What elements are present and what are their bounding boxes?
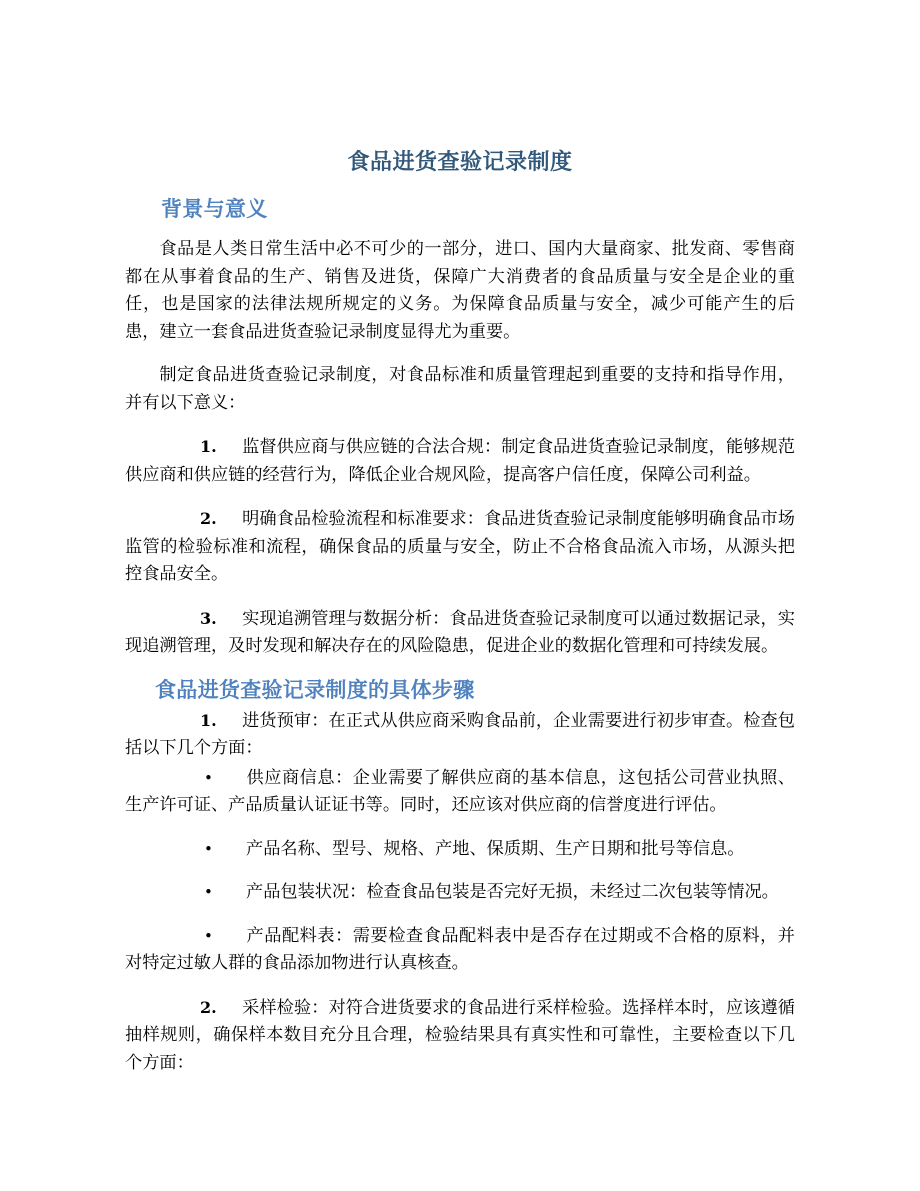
- list-marker: 1.: [200, 710, 217, 730]
- list-item-text: 产品配料表：需要检查食品配料表中是否存在过期或不合格的原料，并对特定过敏人群的食品添加物进行认真核查。: [125, 925, 795, 973]
- list-item: [125, 489, 795, 589]
- list-item-text: 实现追溯管理与数据分析：食品进货查验记录制度可以通过数据记录，实现追溯管理，及时发现和解决存在的风险隐患，促进企业的数据化管理和可持续发展。: [125, 608, 795, 656]
- list-item-text: 产品名称、型号、规格、产地、保质期、生产日期和批号等信息。: [246, 838, 745, 859]
- list-item-text: 监督供应商与供应链的合法合规：制定食品进货查验记录制度，能够规范供应商和供应链的经营行为，降低企业合规风险，提高客户信任度，保障公司利益。: [125, 437, 795, 485]
- list-item: [125, 907, 795, 978]
- list-marker: 3.: [200, 608, 217, 628]
- list-item: [125, 863, 795, 907]
- list-item-text: 供应商信息：企业需要了解供应商的基本信息，这包括公司营业执照、生产许可证、产品质量认证证书等。同时，还应该对供应商的信誉度进行评估。: [125, 767, 795, 815]
- bullet-icon: •: [204, 839, 213, 858]
- paragraph: 制定食品进货查验记录制度，对食品标准和质量管理起到重要的支持和指导作用，并有以下意义：: [125, 365, 795, 413]
- bullet-icon: •: [204, 768, 213, 787]
- section-heading-steps: 食品进货查验记录制度的具体步骤: [155, 677, 475, 702]
- list-marker: 1.: [200, 437, 217, 456]
- list-item: [125, 820, 795, 864]
- list-item: [125, 705, 795, 763]
- list-marker: 2.: [200, 509, 217, 528]
- list-item-text: 采样检验：对符合进货要求的食品进行采样检验。选择样本时，应该遵循抽样规则，确保样本数目充分且合理，检验结果具有真实性和可靠性，主要检查以下几个方面：: [125, 997, 795, 1073]
- list-item-text: 明确食品检验流程和标准要求：食品进货查验记录制度能够明确食品市场监管的检验标准和流程，确保食品的质量与安全，防止不合格食品流入市场，从源头把控食品安全。: [125, 509, 795, 584]
- list-item: [125, 763, 795, 820]
- bullet-icon: •: [204, 926, 213, 945]
- list-item: [125, 417, 795, 489]
- list-marker: 2.: [200, 997, 217, 1017]
- bullet-icon: •: [204, 883, 213, 901]
- list-item: [125, 589, 795, 661]
- page-title: 食品进货查验记录制度: [347, 149, 573, 175]
- list-item-text: 进货预审：在正式从供应商采购食品前，企业需要进行初步审查。检查包括以下几个方面：: [125, 710, 795, 758]
- section-heading-background: 背景与意义: [161, 197, 268, 221]
- document-content: [125, 0, 795, 1077]
- paragraph: 食品是人类日常生活中必不可少的一部分，进口、国内大量商家、批发商、零售商都在从事着食品的生产、销售及进货，保障广大消费者的食品质量与安全是企业的重任，也是国家的法律法规所规定的义务。为保障食品质量与安全，减少可能产生的后患，建立一套食品进货查验记录制度显得尤为重要。: [125, 239, 795, 342]
- list-item: [125, 978, 795, 1078]
- list-item-text: 产品包装状况：检查食品包装是否完好无损，未经过二次包装等情况。: [246, 882, 779, 902]
